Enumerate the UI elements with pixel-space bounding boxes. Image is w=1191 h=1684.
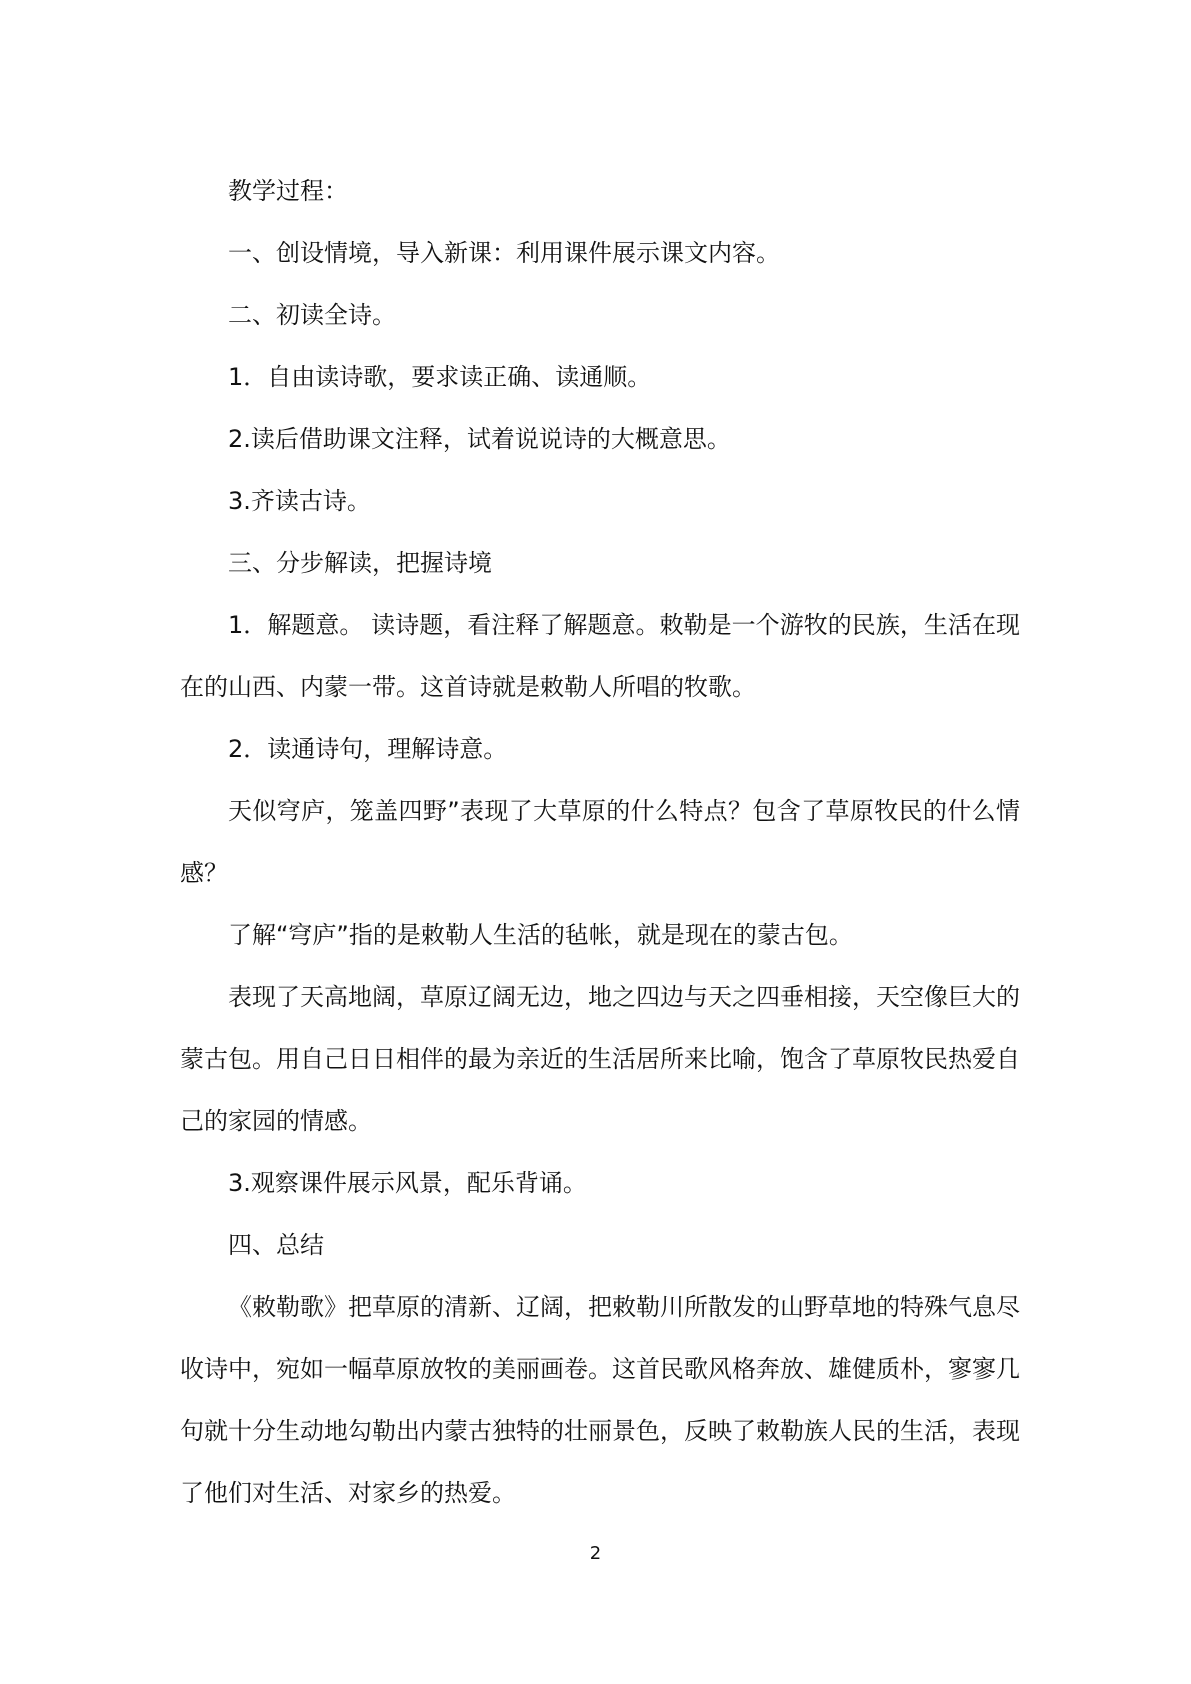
paragraph-section-four: 四、总结 <box>228 1231 324 1259</box>
paragraph-qionglu: 了解“穹庐”指的是敕勒人生活的毡帐，就是现在的蒙古包。 <box>228 921 853 949</box>
paragraph-item-free-read: 1．自由读诗歌，要求读正确、读通顺。 <box>228 363 652 391</box>
paragraph-question: 天似穹庐，笼盖四野”表现了大草原的什么特点？包含了草原牧民的什么情感？ <box>180 797 1020 887</box>
paragraph-section-three: 三、分步解读，把握诗境 <box>228 549 492 577</box>
paragraph-summary: 《敕勒歌》把草原的清新、辽阔，把敕勒川所散发的山野草地的特殊气息尽收诗中，宛如一幅草原放牧的美丽画卷。这首民歌风格奔放、雄健质朴，寥寥几句就十分生动地勾勒出内蒙古独特的壮丽景色，反映了敕勒族人民的生活，表现了他们对生活、对家乡的热爱。 <box>180 1293 1020 1507</box>
page-number: 2 <box>589 1543 602 1564</box>
paragraph-section-two: 二、初读全诗。 <box>228 301 396 329</box>
paragraph-item-title-meaning: 1．解题意。 读诗题，看注释了解题意。敕勒是一个游牧的民族，生活在现在的山西、内蒙一带。这首诗就是敕勒人所唱的牧歌。 <box>180 611 1020 701</box>
paragraph-section-one: 一、创设情境，导入新课：利用课件展示课文内容。 <box>228 239 780 267</box>
paragraph-teaching-process: 教学过程： <box>228 177 348 205</box>
paragraph-item-understand-lines: 2．读通诗句，理解诗意。 <box>228 735 508 763</box>
paragraph-item-recite: 3.观察课件展示风景，配乐背诵。 <box>228 1169 587 1197</box>
paragraph-item-read-together: 3.齐读古诗。 <box>228 487 371 515</box>
document-body <box>180 160 1020 1524</box>
paragraph-explanation: 表现了天高地阔，草原辽阔无边，地之四边与天之四垂相接，天空像巨大的蒙古包。用自己日日相伴的最为亲近的生活居所来比喻，饱含了草原牧民热爱自己的家园的情感。 <box>180 983 1020 1135</box>
paragraph-item-annotations: 2.读后借助课文注释，试着说说诗的大概意思。 <box>228 425 731 453</box>
